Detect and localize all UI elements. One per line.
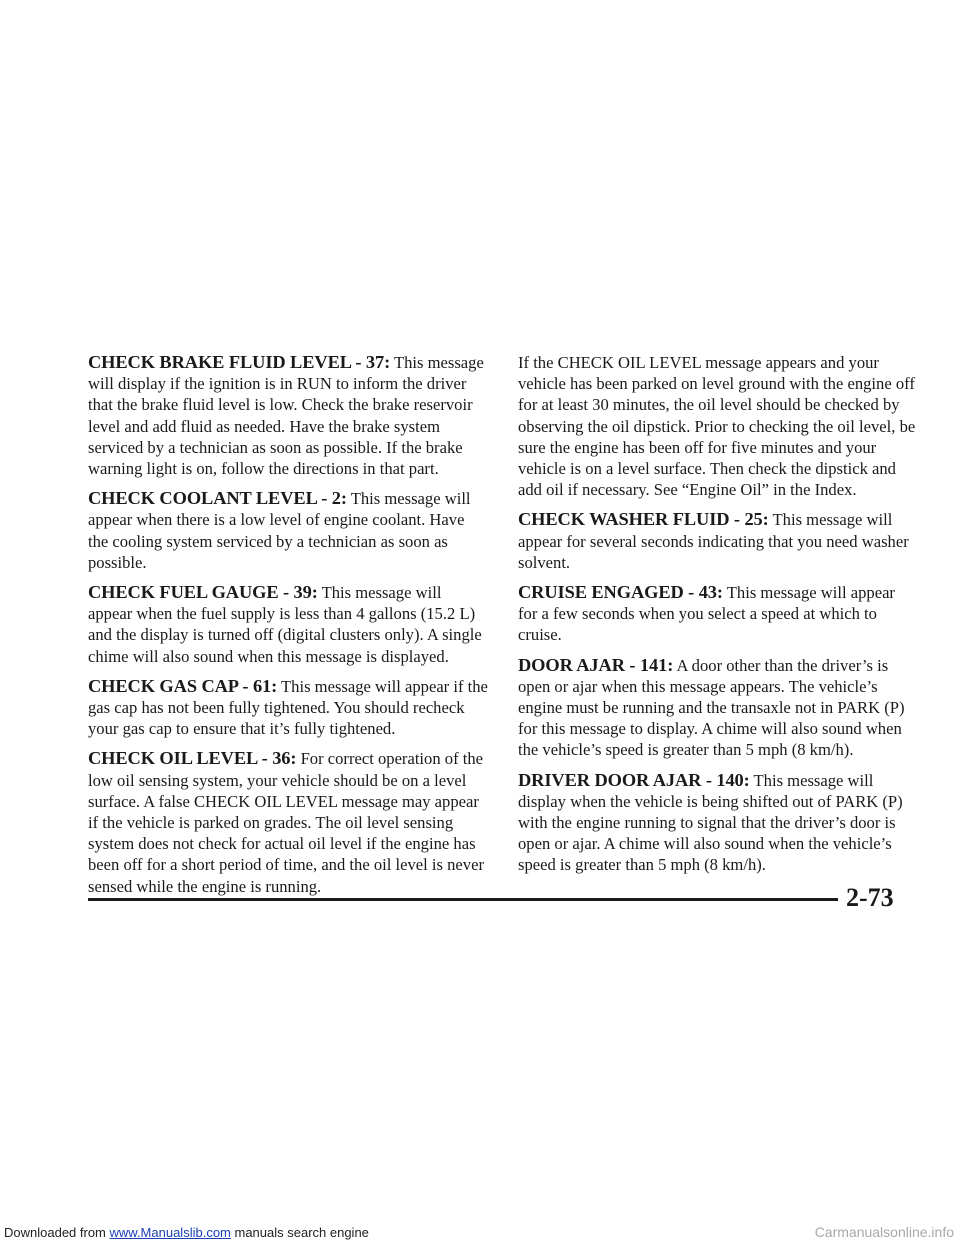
- watermark-text: Carmanualsonline.info: [814, 1224, 954, 1240]
- entry-term: CHECK OIL LEVEL - 36:: [88, 748, 297, 769]
- entry-check-fuel-gauge: [88, 582, 488, 667]
- entry-text: This message will display when the vehicle is being shifted out of PARK (P) with the engine running to signal that the driver’s door is open or ajar. A chime will also sound when the vehicle’s speed is greater than 5 mph (8 km/h).: [518, 770, 903, 875]
- entry-text: This message will appear for several seconds indicating that you need washer solvent.: [518, 510, 909, 572]
- entry-term: CRUISE ENGAGED - 43:: [518, 582, 723, 603]
- right-column: [518, 352, 918, 885]
- entry-door-ajar: [518, 655, 918, 761]
- download-notice: [4, 1223, 369, 1242]
- entry-check-washer-fluid: [518, 509, 918, 573]
- entry-text: This message will appear for a few seconds when you select a speed at which to cruise.: [518, 583, 895, 645]
- entry-text: This message will display if the ignition is in RUN to inform the driver that the brake fluid level is low. Check the brake reservoir level and add fluid as needed. Have the brake system serviced by a technician as soon as possible. If the brake warning light is on, follow the directions in that part.: [88, 353, 484, 479]
- left-column: [88, 352, 488, 906]
- manualslib-link[interactable]: www.Manualslib.com: [109, 1225, 231, 1240]
- entry-text: For correct operation of the low oil sensing system, your vehicle should be on a level surface. A false CHECK OIL LEVEL message may appear if the vehicle is parked on grades. The oil level sensing system does not check for actual oil level if the engine has been off for a short period of time, and the oil level is never sensed while the engine is running.: [88, 749, 484, 896]
- entry-text: This message will appear if the gas cap has not been fully tightened. You should recheck your gas cap to ensure that it’s fully tightened.: [88, 676, 488, 739]
- entry-text: A door other than the driver’s is open or ajar when this message appears. The vehicle’s engine must be running and the transaxle not in PARK (P) for this message to display. A chime will also sound when the vehicle’s speed is greater than 5 mph (8 km/h).: [518, 655, 905, 760]
- entry-check-oil-level: [88, 748, 488, 896]
- footer-rule: [88, 898, 838, 901]
- entry-check-coolant-level: [88, 488, 488, 573]
- page-number: 2-73: [846, 883, 894, 912]
- entry-text: This message will appear when there is a low level of engine coolant. Have the cooling system serviced by a technician as soon as possible.: [88, 489, 471, 572]
- entry-check-gas-cap: [88, 676, 488, 740]
- entry-term: CHECK BRAKE FLUID LEVEL - 37:: [88, 352, 391, 372]
- entry-term: CHECK COOLANT LEVEL - 2:: [88, 488, 347, 509]
- entry-term: DOOR AJAR - 141:: [518, 654, 674, 675]
- oil-level-intro-paragraph: If the CHECK OIL LEVEL message appears and your vehicle has been parked on level ground with the engine off for at least 30 minutes, the oil level should be checked by observing the oil dipstick. Prior to checking the oil level, be sure the engine has been off for five minutes and your vehicle is on a level surface. Then check the dipstick and add oil if necessary. See “Engine Oil” in the Index.: [518, 353, 916, 500]
- entry-term: CHECK WASHER FLUID - 25:: [518, 509, 769, 530]
- entry-term: DRIVER DOOR AJAR - 140:: [518, 769, 750, 790]
- entry-text: This message will appear when the fuel supply is less than 4 gallons (15.2 L) and the display is turned off (digital clusters only). A single chime will also sound when this message is displayed.: [88, 583, 482, 666]
- entry-check-brake-fluid-level: [88, 352, 488, 479]
- entry-cruise-engaged: [518, 582, 918, 646]
- download-suffix: manuals search engine: [230, 1225, 369, 1240]
- entry-term: CHECK FUEL GAUGE - 39:: [88, 582, 318, 603]
- entry-driver-door-ajar: [518, 770, 918, 876]
- download-prefix: Downloaded from: [4, 1225, 110, 1240]
- download-footer: [0, 1223, 960, 1242]
- entry-term: CHECK GAS CAP - 61:: [88, 675, 278, 696]
